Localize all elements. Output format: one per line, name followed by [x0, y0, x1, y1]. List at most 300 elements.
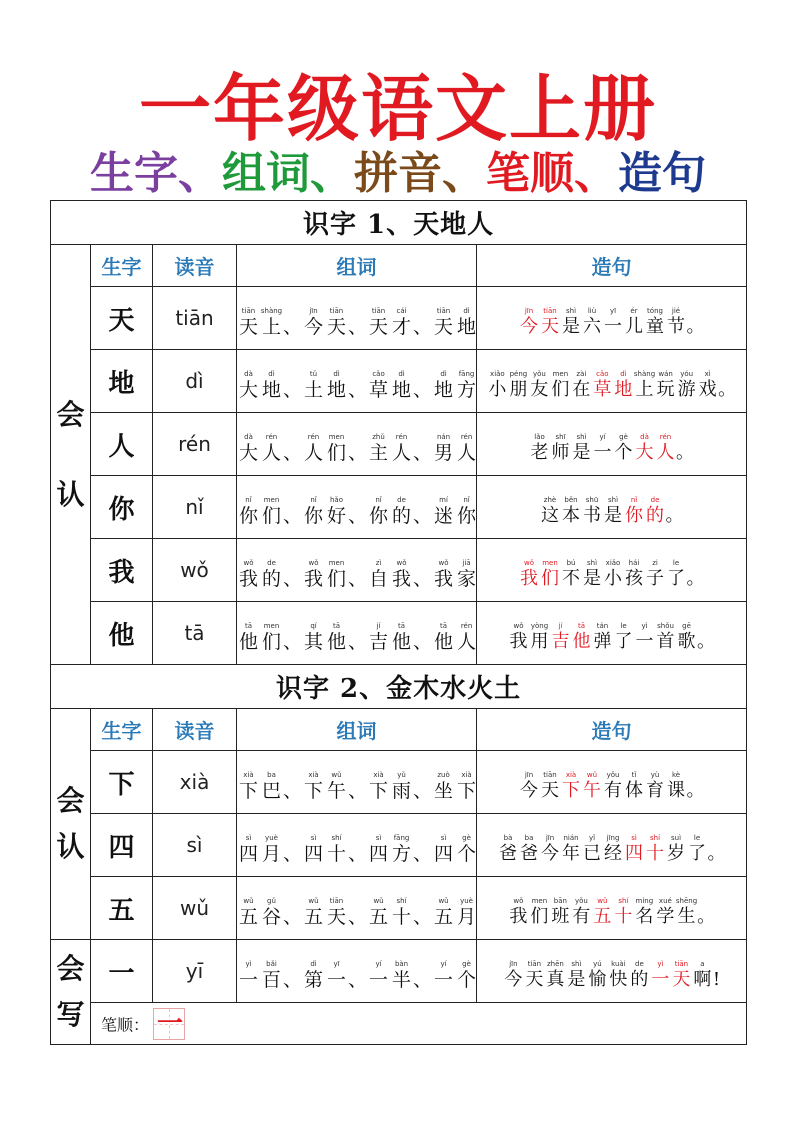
hanzi-with-pinyin	[592, 370, 613, 401]
words-cell	[237, 350, 477, 413]
hanzi-with-pinyin	[237, 960, 260, 991]
hanzi-with-pinyin	[540, 834, 561, 865]
hanzi-with-pinyin	[582, 307, 603, 338]
pinyin-annotation: gè	[462, 834, 471, 842]
page-subtitle	[0, 146, 796, 202]
hanzi-with-pinyin	[629, 960, 650, 991]
hanzi: 歌	[677, 631, 696, 652]
punctuation: !	[712, 969, 721, 990]
hanzi: 好	[327, 505, 347, 527]
pinyin-annotation: jīng	[606, 834, 620, 842]
pinyin-cell: tā	[153, 602, 237, 665]
hanzi: 是	[583, 568, 602, 589]
pinyin-annotation: tiān	[371, 307, 386, 315]
hanzi: 我	[509, 906, 528, 927]
hanzi: 书	[583, 505, 602, 526]
punctuation: 。	[686, 780, 705, 801]
pinyin-cell: dì	[153, 350, 237, 413]
pinyin-annotation: tiān	[329, 897, 344, 905]
pinyin-cell: yī	[153, 940, 237, 1003]
pinyin-annotation: yǒu	[532, 370, 546, 378]
hanzi-with-pinyin	[237, 622, 260, 653]
hanzi: 是	[604, 505, 623, 526]
hanzi-with-pinyin	[302, 496, 325, 527]
hanzi-with-pinyin	[455, 496, 478, 527]
table-row	[51, 539, 747, 602]
hanzi: 用	[530, 631, 549, 652]
hanzi-with-pinyin	[432, 771, 455, 802]
hanzi-with-pinyin	[540, 307, 561, 338]
table-row	[51, 602, 747, 665]
hanzi-with-pinyin	[603, 771, 624, 802]
hanzi-with-pinyin	[455, 370, 478, 401]
hanzi-with-pinyin	[624, 307, 645, 338]
hanzi: 吉	[369, 631, 389, 653]
hanzi-with-pinyin	[432, 559, 455, 590]
hanzi-with-pinyin	[455, 897, 478, 928]
hanzi: 坐	[434, 780, 454, 802]
hanzi: 草	[369, 379, 389, 401]
sentence-text	[487, 370, 736, 401]
hanzi: 的	[392, 505, 412, 527]
pinyin-annotation: liù	[587, 307, 597, 315]
pinyin-annotation: dà	[640, 433, 649, 441]
punctuation: 。	[697, 906, 716, 927]
pinyin-annotation: shì	[576, 433, 587, 441]
pinyin-annotation: yí	[440, 960, 447, 968]
hanzi-with-pinyin	[550, 370, 571, 401]
hanzi: 今	[520, 780, 539, 801]
subtitle-part: 、	[310, 148, 354, 199]
table-row	[51, 350, 747, 413]
hanzi: 们	[327, 568, 347, 590]
pinyin-annotation: shì	[608, 496, 619, 504]
hanzi-with-pinyin	[655, 897, 676, 928]
hanzi-with-pinyin	[582, 771, 603, 802]
hanzi-with-pinyin	[624, 496, 645, 527]
hanzi-with-pinyin	[432, 307, 455, 338]
pinyin-annotation: jīn	[545, 834, 555, 842]
hanzi: 天	[238, 316, 258, 338]
pinyin-annotation: yuè	[265, 834, 278, 842]
hanzi: 一	[327, 969, 347, 991]
hanzi-with-pinyin	[237, 897, 260, 928]
hanzi-with-pinyin	[455, 559, 478, 590]
hanzi: 学	[656, 906, 675, 927]
punctuation: 、	[413, 631, 433, 653]
hanzi: 方	[457, 379, 477, 401]
hanzi: 你	[457, 505, 477, 527]
hanzi: 游	[677, 379, 696, 400]
hanzi-with-pinyin	[582, 496, 603, 527]
hanzi: 友	[530, 379, 549, 400]
pinyin-annotation: men	[328, 433, 345, 441]
hanzi-with-pinyin	[550, 897, 571, 928]
pinyin-annotation: wǒ	[438, 559, 449, 567]
words-cell	[237, 476, 477, 539]
pinyin-cell: sì	[153, 814, 237, 877]
hanzi-with-pinyin	[634, 897, 655, 928]
pinyin-annotation: zì	[375, 559, 382, 567]
pinyin-cell: tiān	[153, 287, 237, 350]
hanzi: 百	[261, 969, 281, 991]
hanzi-with-pinyin	[503, 960, 524, 991]
hanzi-with-pinyin	[455, 433, 478, 464]
hanzi: 一	[369, 969, 389, 991]
hanzi-with-pinyin	[260, 960, 283, 991]
hanzi-with-pinyin	[390, 622, 413, 653]
hanzi: 真	[546, 969, 565, 990]
hanzi-with-pinyin	[432, 960, 455, 991]
punctuation: 、	[413, 843, 433, 865]
hanzi-with-pinyin	[697, 370, 718, 401]
hanzi: 育	[646, 780, 665, 801]
hanzi: 第	[304, 969, 324, 991]
hanzi: 们	[261, 505, 281, 527]
hanzi: 天	[525, 969, 544, 990]
character-cell: 你	[91, 476, 153, 539]
punctuation: 、	[348, 505, 368, 527]
hanzi: 人	[392, 442, 412, 464]
pinyin-annotation: rén	[395, 433, 408, 441]
hanzi-with-pinyin	[302, 559, 325, 590]
pinyin-annotation: wǒ	[396, 559, 407, 567]
hanzi-with-pinyin	[390, 771, 413, 802]
hanzi: 小	[604, 568, 623, 589]
hanzi: 一	[593, 442, 612, 463]
hanzi: 是	[567, 969, 586, 990]
table-row	[51, 751, 747, 814]
hanzi-with-pinyin	[561, 307, 582, 338]
hanzi: 我	[434, 568, 454, 590]
hanzi: 这	[541, 505, 560, 526]
stroke-row	[51, 1003, 747, 1045]
hanzi: 今	[504, 969, 523, 990]
hanzi: 自	[369, 568, 389, 590]
hanzi-with-pinyin	[325, 559, 348, 590]
pinyin-annotation: shēng	[675, 897, 698, 905]
hanzi-with-pinyin	[508, 622, 529, 653]
pinyin-annotation: tiān	[543, 771, 557, 779]
hanzi: 是	[562, 316, 581, 337]
pinyin-annotation: tā	[577, 622, 586, 630]
hanzi-with-pinyin	[432, 834, 455, 865]
hanzi-with-pinyin	[645, 496, 666, 527]
hanzi-with-pinyin	[603, 834, 624, 865]
hanzi-with-pinyin	[498, 834, 519, 865]
hanzi: 名	[635, 906, 654, 927]
pinyin-annotation: xué	[658, 897, 672, 905]
pinyin-annotation: gè	[619, 433, 628, 441]
header-row	[51, 245, 747, 287]
hanzi-with-pinyin	[325, 307, 348, 338]
hanzi: 主	[369, 442, 389, 464]
hanzi: 子	[646, 568, 665, 589]
hanzi-with-pinyin	[390, 307, 413, 338]
hanzi: 快	[609, 969, 628, 990]
pinyin-annotation: le	[672, 559, 680, 567]
hanzi-with-pinyin	[390, 559, 413, 590]
hanzi-with-pinyin	[571, 433, 592, 464]
hanzi: 才	[392, 316, 412, 338]
pinyin-annotation: ba	[267, 771, 276, 779]
character-cell: 他	[91, 602, 153, 665]
hanzi: 愉	[588, 969, 607, 990]
hanzi: 大	[238, 379, 258, 401]
hanzi-with-pinyin	[260, 496, 283, 527]
sentence-text	[529, 433, 694, 464]
punctuation: 、	[283, 379, 303, 401]
hanzi: 五	[304, 906, 324, 928]
hanzi: 人	[656, 442, 675, 463]
hanzi: 不	[562, 568, 581, 589]
pinyin-annotation: men	[263, 622, 280, 630]
pinyin-annotation: jié	[671, 307, 681, 315]
stroke-order-char: 一	[157, 1008, 184, 1039]
hanzi: 了	[614, 631, 633, 652]
hanzi: 十	[327, 843, 347, 865]
hanzi-with-pinyin	[260, 897, 283, 928]
hanzi-with-pinyin	[582, 834, 603, 865]
pinyin-annotation: tā	[440, 622, 448, 630]
hanzi: 天	[541, 780, 560, 801]
hanzi-with-pinyin	[676, 897, 697, 928]
hanzi-with-pinyin	[390, 897, 413, 928]
pinyin-annotation: xià	[461, 771, 472, 779]
hanzi: 有	[604, 780, 623, 801]
pinyin-annotation: rén	[307, 433, 320, 441]
hanzi-with-pinyin	[508, 897, 529, 928]
hanzi: 天	[369, 316, 389, 338]
pinyin-annotation: hái	[628, 559, 640, 567]
word-list	[237, 771, 478, 802]
hanzi-with-pinyin	[529, 622, 550, 653]
hanzi-with-pinyin	[561, 834, 582, 865]
hanzi: 的	[646, 505, 665, 526]
hanzi: 个	[457, 843, 477, 865]
pinyin-annotation: nǐ	[630, 496, 638, 504]
pinyin-annotation: wǔ	[586, 771, 598, 779]
hanzi: 生	[677, 906, 696, 927]
hanzi-with-pinyin	[624, 834, 645, 865]
section-title: 识字 2、金木水火土	[51, 665, 747, 709]
hanzi-with-pinyin	[325, 370, 348, 401]
punctuation: 、	[413, 906, 433, 928]
hanzi: 个	[457, 969, 477, 991]
header-sentence: 造句	[477, 245, 747, 287]
header-char: 生字	[91, 245, 153, 287]
hanzi: 个	[614, 442, 633, 463]
hanzi-with-pinyin	[608, 960, 629, 991]
hanzi: 玩	[656, 379, 675, 400]
header-pinyin: 读音	[153, 709, 237, 751]
pinyin-annotation: bàn	[394, 960, 409, 968]
pinyin-annotation: dì	[620, 370, 627, 378]
table-row	[51, 940, 747, 1003]
pinyin-annotation: jí	[558, 622, 563, 630]
hanzi: 六	[583, 316, 602, 337]
side-label-char: 会	[56, 952, 85, 985]
hanzi-with-pinyin	[603, 307, 624, 338]
pinyin-annotation: yú	[593, 960, 602, 968]
hanzi-with-pinyin	[545, 960, 566, 991]
hanzi-with-pinyin	[655, 433, 676, 464]
punctuation: 、	[348, 780, 368, 802]
pinyin-annotation: bǎi	[266, 960, 277, 968]
subtitle-part: 组词	[222, 148, 310, 199]
pinyin-annotation: wǒ	[513, 622, 524, 630]
pinyin-cell: rén	[153, 413, 237, 476]
punctuation: 、	[348, 843, 368, 865]
word-list	[237, 307, 478, 338]
hanzi-with-pinyin	[613, 897, 634, 928]
hanzi-with-pinyin	[508, 370, 529, 401]
pinyin-annotation: nǐ	[245, 496, 252, 504]
hanzi-with-pinyin	[432, 433, 455, 464]
hanzi-with-pinyin	[613, 433, 634, 464]
hanzi: 你	[238, 505, 258, 527]
hanzi: 午	[327, 780, 347, 802]
pinyin-annotation: xì	[704, 370, 711, 378]
pinyin-annotation: zi	[652, 559, 658, 567]
hanzi-with-pinyin	[455, 307, 478, 338]
hanzi: 的	[261, 568, 281, 590]
section-title-row	[51, 665, 747, 709]
hanzi-with-pinyin	[237, 496, 260, 527]
subtitle-part: 拼音	[354, 148, 442, 199]
hanzi-with-pinyin	[455, 960, 478, 991]
hanzi-with-pinyin	[455, 834, 478, 865]
character-cell: 下	[91, 751, 153, 814]
punctuation: 、	[283, 568, 303, 590]
pinyin-annotation: mí	[439, 496, 448, 504]
hanzi-with-pinyin	[325, 433, 348, 464]
pinyin-annotation: wǒ	[243, 559, 254, 567]
pinyin-annotation: bān	[553, 897, 567, 905]
pinyin-annotation: tā	[332, 622, 341, 630]
hanzi-with-pinyin	[432, 622, 455, 653]
hanzi: 一	[635, 631, 654, 652]
pinyin-annotation: shì	[571, 960, 582, 968]
hanzi-with-pinyin	[634, 433, 655, 464]
hanzi: 人	[304, 442, 324, 464]
hanzi-with-pinyin	[390, 960, 413, 991]
hanzi: 首	[656, 631, 675, 652]
subtitle-part: 、	[442, 148, 486, 199]
hanzi-with-pinyin	[237, 834, 260, 865]
pinyin-annotation: dì	[440, 370, 447, 378]
hanzi: 们	[551, 379, 570, 400]
hanzi: 四	[625, 843, 644, 864]
hanzi: 一	[434, 969, 454, 991]
pinyin-annotation: rén	[460, 622, 473, 630]
hanzi: 爸	[520, 843, 539, 864]
hanzi: 年	[562, 843, 581, 864]
hanzi: 十	[646, 843, 665, 864]
hanzi: 大	[238, 442, 258, 464]
pinyin-annotation: bà	[503, 834, 513, 842]
hanzi-with-pinyin	[571, 370, 592, 401]
pinyin-annotation: nǐ	[375, 496, 382, 504]
character-cell: 天	[91, 287, 153, 350]
hanzi-with-pinyin	[237, 559, 260, 590]
punctuation: 。	[676, 442, 695, 463]
hanzi: 你	[304, 505, 324, 527]
punctuation: 、	[283, 631, 303, 653]
hanzi: 上	[635, 379, 654, 400]
pinyin-annotation: sì	[440, 834, 447, 842]
hanzi-with-pinyin	[237, 307, 260, 338]
hanzi-with-pinyin	[524, 960, 545, 991]
hanzi-with-pinyin	[260, 834, 283, 865]
pinyin-annotation: fāng	[458, 370, 475, 378]
pinyin-annotation: tǐ	[631, 771, 637, 779]
pinyin-annotation: yī	[333, 960, 340, 968]
pinyin-annotation: tǔ	[309, 370, 318, 378]
hanzi-with-pinyin	[676, 370, 697, 401]
pinyin-annotation: rén	[265, 433, 278, 441]
words-cell	[237, 940, 477, 1003]
word-list	[237, 960, 478, 991]
punctuation: 、	[348, 316, 368, 338]
pinyin-annotation: sì	[631, 834, 637, 842]
pinyin-annotation: yǒu	[574, 897, 588, 905]
stroke-order-box	[153, 1008, 185, 1040]
pinyin-annotation: dì	[398, 370, 405, 378]
hanzi: 其	[304, 631, 324, 653]
hanzi-with-pinyin	[650, 960, 671, 991]
punctuation: 、	[413, 969, 433, 991]
pinyin-annotation: shí	[618, 897, 629, 905]
words-cell	[237, 814, 477, 877]
pinyin-annotation: jiā	[462, 559, 471, 567]
pinyin-annotation: zhēn	[546, 960, 564, 968]
sentence-text	[498, 834, 726, 865]
pinyin-annotation: dì	[310, 960, 317, 968]
hanzi: 雨	[392, 780, 412, 802]
hanzi-with-pinyin	[237, 370, 260, 401]
pinyin-annotation: yǐ	[588, 834, 596, 842]
punctuation: 、	[283, 843, 303, 865]
punctuation: 、	[348, 442, 368, 464]
word-list	[237, 622, 478, 653]
punctuation: 。	[707, 843, 726, 864]
pinyin-annotation: rén	[659, 433, 672, 441]
words-cell	[237, 602, 477, 665]
punctuation: 、	[413, 442, 433, 464]
hanzi: 今	[520, 316, 539, 337]
hanzi: 一	[604, 316, 623, 337]
pinyin-annotation: shū	[585, 496, 599, 504]
hanzi-with-pinyin	[592, 433, 613, 464]
pinyin-annotation: yì	[657, 960, 664, 968]
sentence-cell	[477, 877, 747, 940]
hanzi: 巴	[261, 780, 281, 802]
pinyin-annotation: tiān	[436, 307, 451, 315]
table-row	[51, 814, 747, 877]
sentence-cell	[477, 413, 747, 476]
hanzi-with-pinyin	[367, 370, 390, 401]
hanzi: 十	[614, 906, 633, 927]
hanzi-with-pinyin	[390, 370, 413, 401]
character-cell: 一	[91, 940, 153, 1003]
hanzi: 天	[672, 969, 691, 990]
hanzi: 了	[667, 568, 686, 589]
pinyin-annotation: wǒ	[308, 559, 319, 567]
character-cell: 五	[91, 877, 153, 940]
hanzi-with-pinyin	[603, 496, 624, 527]
sentence-cell	[477, 602, 747, 665]
